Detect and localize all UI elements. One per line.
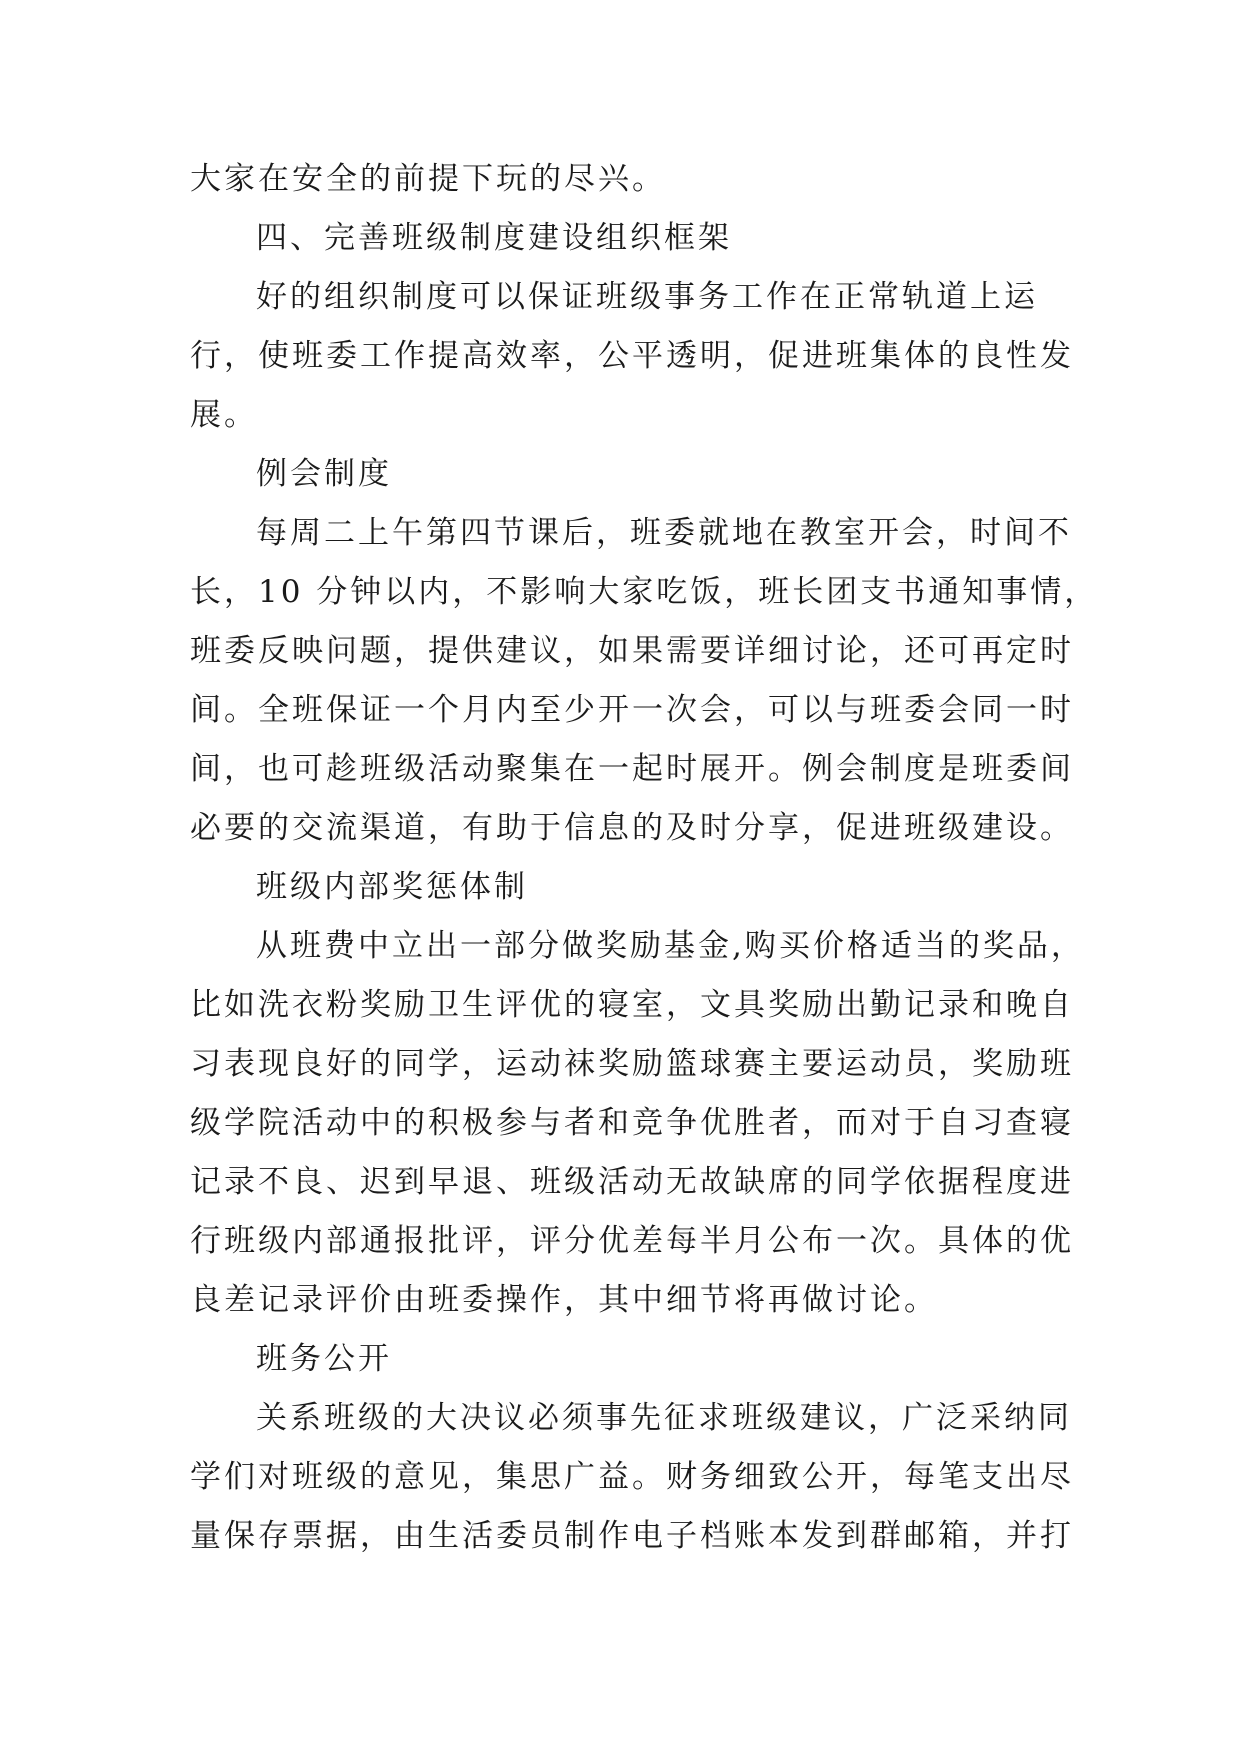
heading-line: 班务公开	[256, 1341, 392, 1377]
text-line: 间，也可趁班级活动聚集在一起时展开。例会制度是班委间	[190, 751, 1074, 787]
paragraph	[190, 268, 1074, 445]
text-line: 行班级内部通报批评，评分优差每半月公布一次。具体的优	[190, 1223, 1074, 1259]
text-line: 长，10 分钟以内，不影响大家吃饭，班长团支书通知事情，	[190, 574, 1099, 610]
text-line: 良差记录评价由班委操作，其中细节将再做讨论。	[190, 1282, 938, 1318]
paragraph	[190, 504, 1099, 858]
subsection-heading-transparency	[190, 1330, 1070, 1389]
text-line: 关系班级的大决议必须事先征求班级建议，广泛采纳同	[256, 1400, 1072, 1436]
subsection-heading-rewards	[190, 858, 1070, 917]
text-line: 必要的交流渠道，有助于信息的及时分享，促进班级建设。	[190, 810, 1074, 846]
text-line: 大家在安全的前提下玩的尽兴。	[190, 161, 666, 197]
text-line: 量保存票据，由生活委员制作电子档账本发到群邮箱，并打	[190, 1518, 1074, 1554]
document-page	[190, 150, 1099, 1566]
text-line: 每周二上午第四节课后，班委就地在教室开会，时间不	[256, 515, 1072, 551]
heading-line: 班级内部奖惩体制	[256, 869, 528, 905]
text-line: 记录不良、迟到早退、班级活动无故缺席的同学依据程度进	[190, 1164, 1074, 1200]
text-line: 级学院活动中的积极参与者和竞争优胜者，而对于自习查寝	[190, 1105, 1074, 1141]
text-line: 学们对班级的意见，集思广益。财务细致公开，每笔支出尽	[190, 1459, 1074, 1495]
text-line: 习表现良好的同学，运动袜奖励篮球赛主要运动员，奖励班	[190, 1046, 1074, 1082]
text-line: 比如洗衣粉奖励卫生评优的寝室，文具奖励出勤记录和晚自	[190, 987, 1074, 1023]
paragraph	[190, 1389, 1074, 1566]
text-line: 从班费中立出一部分做奖励基金,购买价格适当的奖品，	[256, 928, 1085, 964]
text-line: 好的组织制度可以保证班级事务工作在正常轨道上运	[256, 279, 1038, 315]
text-line: 间。全班保证一个月内至少开一次会，可以与班委会同一时	[190, 692, 1074, 728]
section-heading	[190, 209, 1070, 268]
paragraph-continuation	[190, 150, 1070, 209]
subsection-heading-meeting	[190, 445, 1070, 504]
heading-line: 四、完善班级制度建设组织框架	[256, 220, 732, 256]
text-line: 班委反映问题，提供建议，如果需要详细讨论，还可再定时	[190, 633, 1074, 669]
text-line: 展。	[190, 397, 258, 433]
paragraph	[190, 917, 1085, 1330]
heading-line: 例会制度	[256, 456, 392, 492]
text-line: 行，使班委工作提高效率，公平透明，促进班集体的良性发	[190, 338, 1074, 374]
